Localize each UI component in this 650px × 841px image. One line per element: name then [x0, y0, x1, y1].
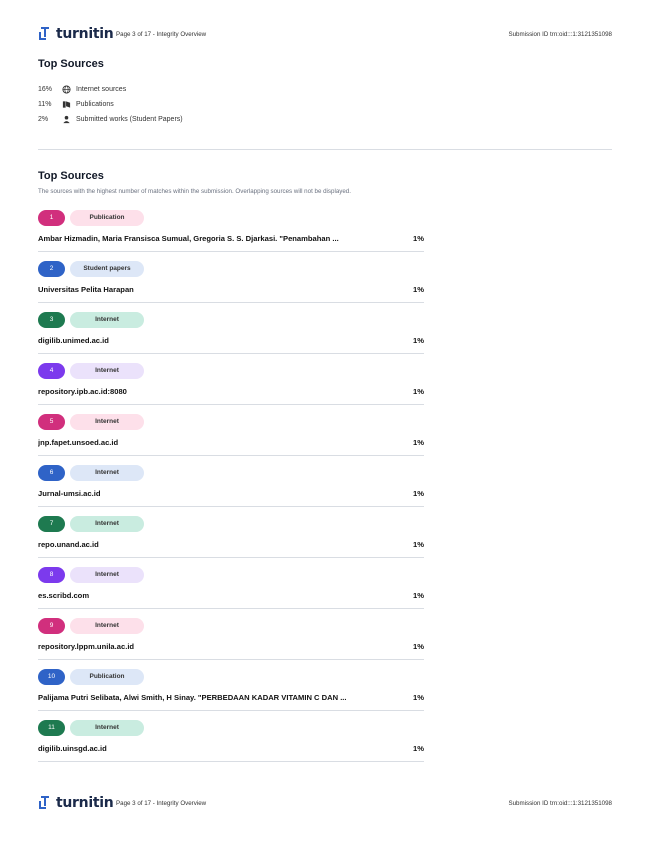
turnitin-logo-icon	[38, 26, 52, 42]
person-icon	[62, 115, 76, 125]
turnitin-logo-icon	[38, 795, 52, 811]
source-percent: 1%	[413, 336, 424, 345]
source-type-tag: Publication	[70, 669, 144, 685]
source-percent: 1%	[413, 387, 424, 396]
source-item[interactable]	[38, 668, 424, 719]
source-type-tag: Internet	[70, 363, 144, 379]
summary-label: Internet sources	[76, 86, 127, 93]
source-number-badge: 2	[38, 261, 65, 277]
source-name: repository.lppm.unila.ac.id	[38, 642, 135, 651]
source-name: repo.unand.ac.id	[38, 540, 99, 549]
summary-pct: 16%	[38, 86, 53, 93]
source-name: repository.ipb.ac.id:8080	[38, 387, 127, 396]
summary-label: Publications	[76, 101, 114, 108]
source-name: Palijama Putri Selibata, Alwi Smith, H Sinay. "PERBEDAAN KADAR VITAMIN C DAN ...	[38, 693, 347, 702]
source-divider	[38, 506, 424, 507]
source-number-badge: 8	[38, 567, 65, 583]
source-type-tag: Internet	[70, 618, 144, 634]
source-name: jnp.fapet.unsoed.ac.id	[38, 438, 119, 447]
source-divider	[38, 404, 424, 405]
source-item[interactable]	[38, 362, 424, 413]
source-type-tag: Internet	[70, 312, 144, 328]
source-percent: 1%	[413, 489, 424, 498]
source-item[interactable]	[38, 719, 424, 770]
summary-row-internet	[38, 82, 183, 97]
source-type-tag: Internet	[70, 567, 144, 583]
source-number-badge: 1	[38, 210, 65, 226]
source-type-tag: Student papers	[70, 261, 144, 277]
summary-title: Top Sources	[38, 58, 104, 70]
source-number-badge: 3	[38, 312, 65, 328]
source-name: digilib.uinsgd.ac.id	[38, 744, 107, 753]
source-name: Ambar Hizmadin, Maria Fransisca Sumual, Gregoria S. S. Djarkasi. "Penambahan ...	[38, 234, 339, 243]
globe-icon	[62, 85, 76, 95]
source-percent: 1%	[413, 642, 424, 651]
source-percent: 1%	[413, 285, 424, 294]
source-name: Jurnal-umsi.ac.id	[38, 489, 101, 498]
source-divider	[38, 761, 424, 762]
source-item[interactable]	[38, 209, 424, 260]
source-divider	[38, 251, 424, 252]
submission-id: Submission ID trn:oid:::1:3121351098	[508, 799, 612, 807]
source-type-tag: Internet	[70, 414, 144, 430]
page-info: Page 3 of 17 - Integrity Overview	[116, 30, 207, 38]
page-footer	[38, 792, 612, 814]
top-sources-title: Top Sources	[38, 170, 104, 182]
source-type-tag: Internet	[70, 720, 144, 736]
source-type-summary	[38, 82, 183, 127]
source-item[interactable]	[38, 311, 424, 362]
source-number-badge: 7	[38, 516, 65, 532]
source-percent: 1%	[413, 540, 424, 549]
source-number-badge: 4	[38, 363, 65, 379]
source-percent: 1%	[413, 438, 424, 447]
submission-id: Submission ID trn:oid:::1:3121351098	[508, 30, 612, 38]
source-name: es.scribd.com	[38, 591, 90, 600]
summary-pct: 2%	[38, 116, 49, 123]
section-divider	[38, 149, 612, 150]
source-divider	[38, 710, 424, 711]
summary-label: Submitted works (Student Papers)	[76, 116, 183, 123]
source-number-badge: 10	[38, 669, 65, 685]
source-percent: 1%	[413, 591, 424, 600]
source-percent: 1%	[413, 744, 424, 753]
source-name: Universitas Pelita Harapan	[38, 285, 134, 294]
source-divider	[38, 455, 424, 456]
summary-pct: 11%	[38, 101, 52, 108]
source-number-badge: 6	[38, 465, 65, 481]
top-sources-description: The sources with the highest number of matches within the submission. Overlapping sources will not be displayed.	[38, 188, 351, 195]
logo-text: turnitin	[56, 26, 114, 42]
source-divider	[38, 608, 424, 609]
source-list	[38, 209, 424, 770]
source-divider	[38, 302, 424, 303]
source-divider	[38, 557, 424, 558]
page-info: Page 3 of 17 - Integrity Overview	[116, 799, 207, 807]
source-percent: 1%	[413, 234, 424, 243]
page-header	[38, 23, 612, 45]
source-name: digilib.unimed.ac.id	[38, 336, 109, 345]
source-type-tag: Internet	[70, 465, 144, 481]
summary-row-publications	[38, 97, 183, 112]
turnitin-logo	[38, 26, 116, 42]
source-item[interactable]	[38, 617, 424, 668]
source-number-badge: 11	[38, 720, 65, 736]
source-type-tag: Publication	[70, 210, 144, 226]
source-item[interactable]	[38, 413, 424, 464]
source-item[interactable]	[38, 464, 424, 515]
source-divider	[38, 659, 424, 660]
turnitin-logo	[38, 795, 116, 811]
summary-row-student-papers	[38, 112, 183, 127]
source-item[interactable]	[38, 515, 424, 566]
source-type-tag: Internet	[70, 516, 144, 532]
source-item[interactable]	[38, 566, 424, 617]
source-number-badge: 9	[38, 618, 65, 634]
source-item[interactable]	[38, 260, 424, 311]
logo-text: turnitin	[56, 795, 114, 811]
source-percent: 1%	[413, 693, 424, 702]
source-number-badge: 5	[38, 414, 65, 430]
source-divider	[38, 353, 424, 354]
book-icon	[62, 100, 76, 110]
